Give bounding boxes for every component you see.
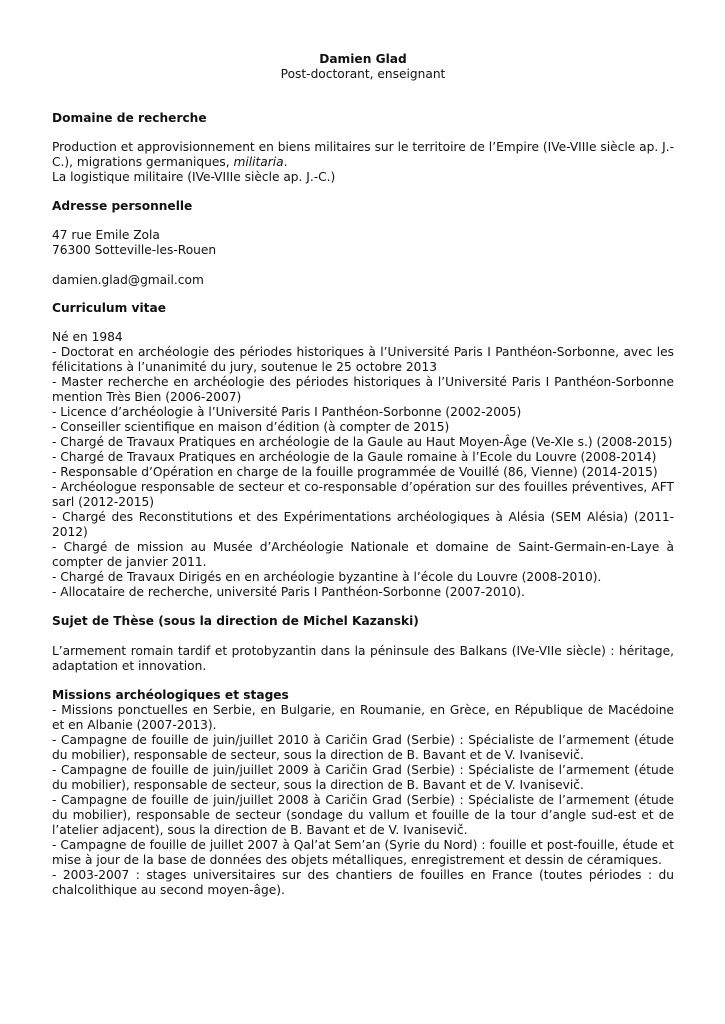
document-page [52,52,674,898]
education-list [52,345,674,420]
mission-item: - Missions ponctuelles en Serbie, en Bulgarie, en Roumanie, en Grèce, en République de Macédoine et en Albanie (2007-2013). [52,703,674,732]
research-heading: Domaine de recherche [52,111,207,125]
positions-list [52,420,674,600]
research-text: Production et approvisionnement en biens militaires sur le territoire de l’Empire (IVe-VIIIe siècle ap. J.-C.), migrations germaniques, [52,140,674,169]
mission-item: - Campagne de fouille de juin/juillet 2008 à Caričin Grad (Serbie) : Spécialiste de l’armement (étude du mobilier), responsable de secteur (sondage du vallum et fouille de la tour d’angle sud-est et de l’atelier adjacent), sous la direction de B. Bavant et de V. Ivanisevič. [52,793,674,837]
research-punct: . [283,155,288,169]
position-item: - Chargé de mission au Musée d’Archéologie Nationale et domaine de Saint-Germain-en-Laye à compter de janvier 2011. [52,540,674,569]
missions-list [52,703,674,898]
position-item: - Allocataire de recherche, université Paris I Panthéon-Sorbonne (2007-2010). [52,585,525,599]
cv-heading: Curriculum vitae [52,301,166,315]
position-item: - Archéologue responsable de secteur et co-responsable d’opération sur des fouilles préventives, AFT sarl (2012-2015) [52,480,674,509]
mission-item: - Campagne de fouille de juin/juillet 2009 à Caričin Grad (Serbie) : Spécialiste de l’armement (étude du mobilier), responsable de secteur, sous la direction de B. Bavant et de V. Ivanisevič. [52,763,674,792]
author-name: Damien Glad [319,52,407,66]
mission-item: - 2003-2007 : stages universitaires sur des chantiers de fouilles en France (toutes périodes : du chalcolithique au second moyen-âge). [52,868,674,897]
research-section [52,140,674,185]
document-header [52,52,674,82]
research-line-2: La logistique militaire (IVe-VIIIe siècle ap. J.-C.) [52,170,336,184]
author-role: Post-doctorant, enseignant [280,67,446,81]
education-item: - Doctorat en archéologie des périodes historiques à l’Université Paris I Panthéon-Sorbonne, avec les félicitations à l’unanimité du jury, soutenue le 25 octobre 2013 [52,345,674,374]
thesis-heading: Sujet de Thèse (sous la direction de Michel Kazanski) [52,614,419,628]
education-item: - Master recherche en archéologie des périodes historiques à l’Université Paris I Panthéon-Sorbonne mention Très Bien (2006-2007) [52,375,674,404]
address-block [52,228,674,258]
research-line-1 [52,140,674,170]
position-item: - Chargé des Reconstitutions et des Expérimentations archéologiques à Alésia (SEM Alésia) (2011-2012) [52,510,674,539]
education-item: - Licence d’archéologie à l’Université Paris I Panthéon-Sorbonne (2002-2005) [52,405,522,419]
mission-item: - Campagne de fouille de juin/juillet 2010 à Caričin Grad (Serbie) : Spécialiste de l’armement (étude du mobilier), responsable de secteur, sous la direction de B. Bavant et de V. Ivanisevič. [52,733,674,762]
position-item: - Chargé de Travaux Dirigés en en archéologie byzantine à l’école du Louvre (2008-2010). [52,570,602,584]
email-address: damien.glad@gmail.com [52,273,204,287]
position-item: - Chargé de Travaux Pratiques en archéologie de la Gaule romaine à l’Ecole du Louvre (2008-2014) [52,450,657,464]
cv-born: Né en 1984 [52,330,123,344]
missions-heading: Missions archéologiques et stages [52,688,289,702]
address-heading: Adresse personnelle [52,199,193,213]
research-italic-term: militaria [233,155,284,169]
mission-item: - Campagne de fouille de juillet 2007 à Qal’at Sem’an (Syrie du Nord) : fouille et post-fouille, étude et mise à jour de la base de données des objets métalliques, enregistrement et dessin de céramiques. [52,838,674,867]
position-item: - Chargé de Travaux Pratiques en archéologie de la Gaule au Haut Moyen-Âge (Ve-XIe s.) (2008-2015) [52,435,673,449]
thesis-subject: L’armement romain tardif et protobyzantin dans la péninsule des Balkans (IVe-VIIe siècle) : héritage, adaptation et innovation. [52,644,674,673]
position-item: - Responsable d’Opération en charge de la fouille programmée de Vouillé (86, Vienne) (2014-2015) [52,465,658,479]
address-city: 76300 Sotteville-les-Rouen [52,243,217,257]
address-street: 47 rue Emile Zola [52,228,160,242]
position-item: - Conseiller scientifique en maison d’édition (à compter de 2015) [52,420,450,434]
